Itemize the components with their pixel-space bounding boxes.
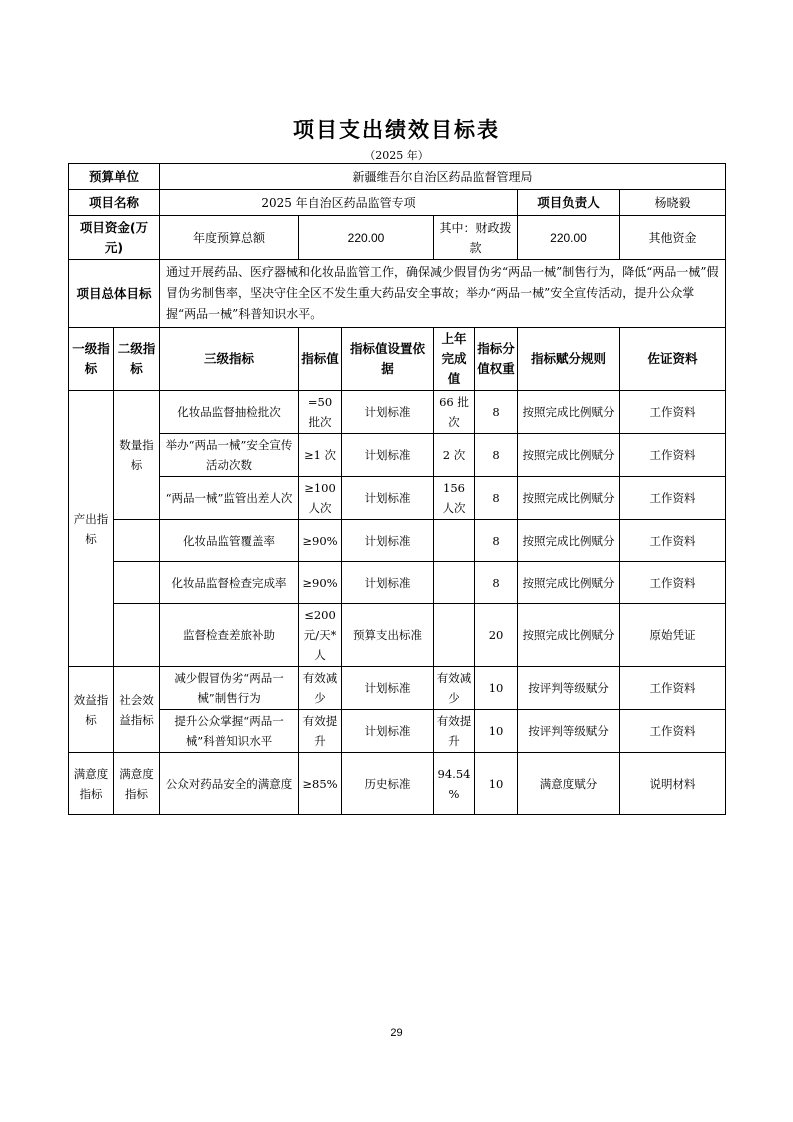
owner-label: 项目负责人: [518, 190, 620, 216]
scoring-rule: 按照完成比例赋分: [518, 391, 620, 434]
group-benefit-indicator: 效益指标: [69, 667, 114, 753]
indicator-value: ≥1 次: [299, 434, 342, 477]
last-year-value: [434, 520, 475, 562]
header-rule: 指标赋分规则: [518, 328, 620, 391]
table-row: [69, 667, 726, 710]
empty-cell: [114, 520, 160, 562]
indicator-value: 有效减少: [299, 667, 342, 710]
scoring-rule: 按照完成比例赋分: [518, 520, 620, 562]
indicator-weight: 8: [475, 477, 518, 520]
header-last-year: 上年完成值: [434, 328, 475, 391]
table-row: [69, 753, 726, 815]
l3-indicator: 化妆品监督检查完成率: [160, 562, 299, 604]
performance-table: [68, 163, 726, 815]
indicator-weight: 8: [475, 434, 518, 477]
l3-indicator: 化妆品监督抽检批次: [160, 391, 299, 434]
last-year-value: 有效提升: [434, 710, 475, 753]
group-output-indicator: 产出指标: [69, 391, 114, 667]
scoring-rule: 按评判等级赋分: [518, 710, 620, 753]
l3-indicator: 减少假冒伪劣“两品一械”制售行为: [160, 667, 299, 710]
indicator-basis: 计划标准: [342, 562, 434, 604]
indicator-value: ≥90%: [299, 520, 342, 562]
group-social-benefit-indicator: 社会效益指标: [114, 667, 160, 753]
goal-row: [69, 260, 726, 328]
evidence: 工作资料: [620, 710, 726, 753]
l3-indicator: 举办“两品一械”安全宣传活动次数: [160, 434, 299, 477]
scoring-rule: 按照完成比例赋分: [518, 604, 620, 667]
indicator-header-row: [69, 328, 726, 391]
year-subtitle: （2025 年）: [364, 149, 429, 162]
scoring-rule: 按照完成比例赋分: [518, 477, 620, 520]
l3-indicator: 化妆品监管覆盖率: [160, 520, 299, 562]
l3-indicator: 提升公众掌握“两品一械”科普知识水平: [160, 710, 299, 753]
indicator-weight: 8: [475, 520, 518, 562]
indicator-basis: 预算支出标准: [342, 604, 434, 667]
evidence: 工作资料: [620, 391, 726, 434]
header-level3: 三级指标: [160, 328, 299, 391]
owner-value: 杨晓毅: [620, 190, 726, 216]
page-number: 29: [390, 1027, 403, 1039]
indicator-basis: 计划标准: [342, 667, 434, 710]
scoring-rule: 按照完成比例赋分: [518, 562, 620, 604]
table-row: [69, 391, 726, 434]
budget-unit-label: 预算单位: [69, 164, 160, 190]
empty-cell: [114, 562, 160, 604]
evidence: 工作资料: [620, 667, 726, 710]
fiscal-value: 220.00: [518, 216, 620, 260]
page-title: 项目支出绩效目标表: [293, 118, 500, 142]
l3-indicator: 监督检查差旅补助: [160, 604, 299, 667]
indicator-value: ≥100 人次: [299, 477, 342, 520]
l3-indicator: 公众对药品安全的满意度: [160, 753, 299, 815]
indicator-basis: 计划标准: [342, 434, 434, 477]
other-funds-label: 其他资金: [620, 216, 726, 260]
evidence: 工作资料: [620, 477, 726, 520]
scoring-rule: 按照完成比例赋分: [518, 434, 620, 477]
indicator-value: =50 批次: [299, 391, 342, 434]
last-year-value: 94.54 %: [434, 753, 475, 815]
indicator-weight: 8: [475, 562, 518, 604]
project-name-row: [69, 190, 726, 216]
indicator-weight: 8: [475, 391, 518, 434]
group-satisfaction-sub-indicator: 满意度指标: [114, 753, 160, 815]
budget-unit-value: 新疆维吾尔自治区药品监督管理局: [160, 164, 726, 190]
evidence: 工作资料: [620, 520, 726, 562]
empty-cell: [114, 604, 160, 667]
evidence: 原始凭证: [620, 604, 726, 667]
annual-budget-label: 年度预算总额: [160, 216, 299, 260]
header-level2: 二级指标: [114, 328, 160, 391]
indicator-value: ≤200 元/天*人: [299, 604, 342, 667]
indicator-value: 有效提升: [299, 710, 342, 753]
indicator-value: ≥85%: [299, 753, 342, 815]
fiscal-label: 其中：财政拨款: [434, 216, 518, 260]
indicator-basis: 计划标准: [342, 520, 434, 562]
project-name-value: 2025 年自治区药品监管专项: [160, 190, 518, 216]
goal-text: 通过开展药品、医疗器械和化妆品监管工作，确保减少假冒伪劣“两品一械”制售行为，降低“两品一械”假冒伪劣制售率，坚决守住全区不发生重大药品安全事故；举办“两品一械”安全宣传活动，提升公众掌握“两品一械”科普知识水平。: [160, 260, 726, 328]
goal-label: 项目总体目标: [69, 260, 160, 328]
funds-row: [69, 216, 726, 260]
last-year-value: [434, 562, 475, 604]
header-basis: 指标值设置依据: [342, 328, 434, 391]
group-quantity-indicator: 数量指标: [114, 391, 160, 520]
table-row: [69, 434, 726, 477]
indicator-basis: 计划标准: [342, 391, 434, 434]
last-year-value: 有效减少: [434, 667, 475, 710]
budget-unit-row: [69, 164, 726, 190]
project-name-label: 项目名称: [69, 190, 160, 216]
evidence: 说明材料: [620, 753, 726, 815]
table-row: [69, 562, 726, 604]
last-year-value: 2 次: [434, 434, 475, 477]
header-evidence: 佐证资料: [620, 328, 726, 391]
evidence: 工作资料: [620, 434, 726, 477]
header-level1: 一级指标: [69, 328, 114, 391]
indicator-basis: 计划标准: [342, 477, 434, 520]
indicator-weight: 10: [475, 710, 518, 753]
table-row: [69, 477, 726, 520]
evidence: 工作资料: [620, 562, 726, 604]
scoring-rule: 满意度赋分: [518, 753, 620, 815]
header-weight: 指标分值权重: [475, 328, 518, 391]
last-year-value: 66 批次: [434, 391, 475, 434]
indicator-basis: 计划标准: [342, 710, 434, 753]
table-row: [69, 520, 726, 562]
table-row: [69, 710, 726, 753]
indicator-basis: 历史标准: [342, 753, 434, 815]
indicator-weight: 20: [475, 604, 518, 667]
group-satisfaction-indicator: 满意度指标: [69, 753, 114, 815]
scoring-rule: 按评判等级赋分: [518, 667, 620, 710]
table-row: [69, 604, 726, 667]
last-year-value: [434, 604, 475, 667]
header-value: 指标值: [299, 328, 342, 391]
funds-label: 项目资金(万元): [69, 216, 160, 260]
indicator-weight: 10: [475, 753, 518, 815]
annual-budget-value: 220.00: [299, 216, 434, 260]
last-year-value: 156 人次: [434, 477, 475, 520]
indicator-weight: 10: [475, 667, 518, 710]
indicator-value: ≥90%: [299, 562, 342, 604]
l3-indicator: “两品一械”监管出差人次: [160, 477, 299, 520]
